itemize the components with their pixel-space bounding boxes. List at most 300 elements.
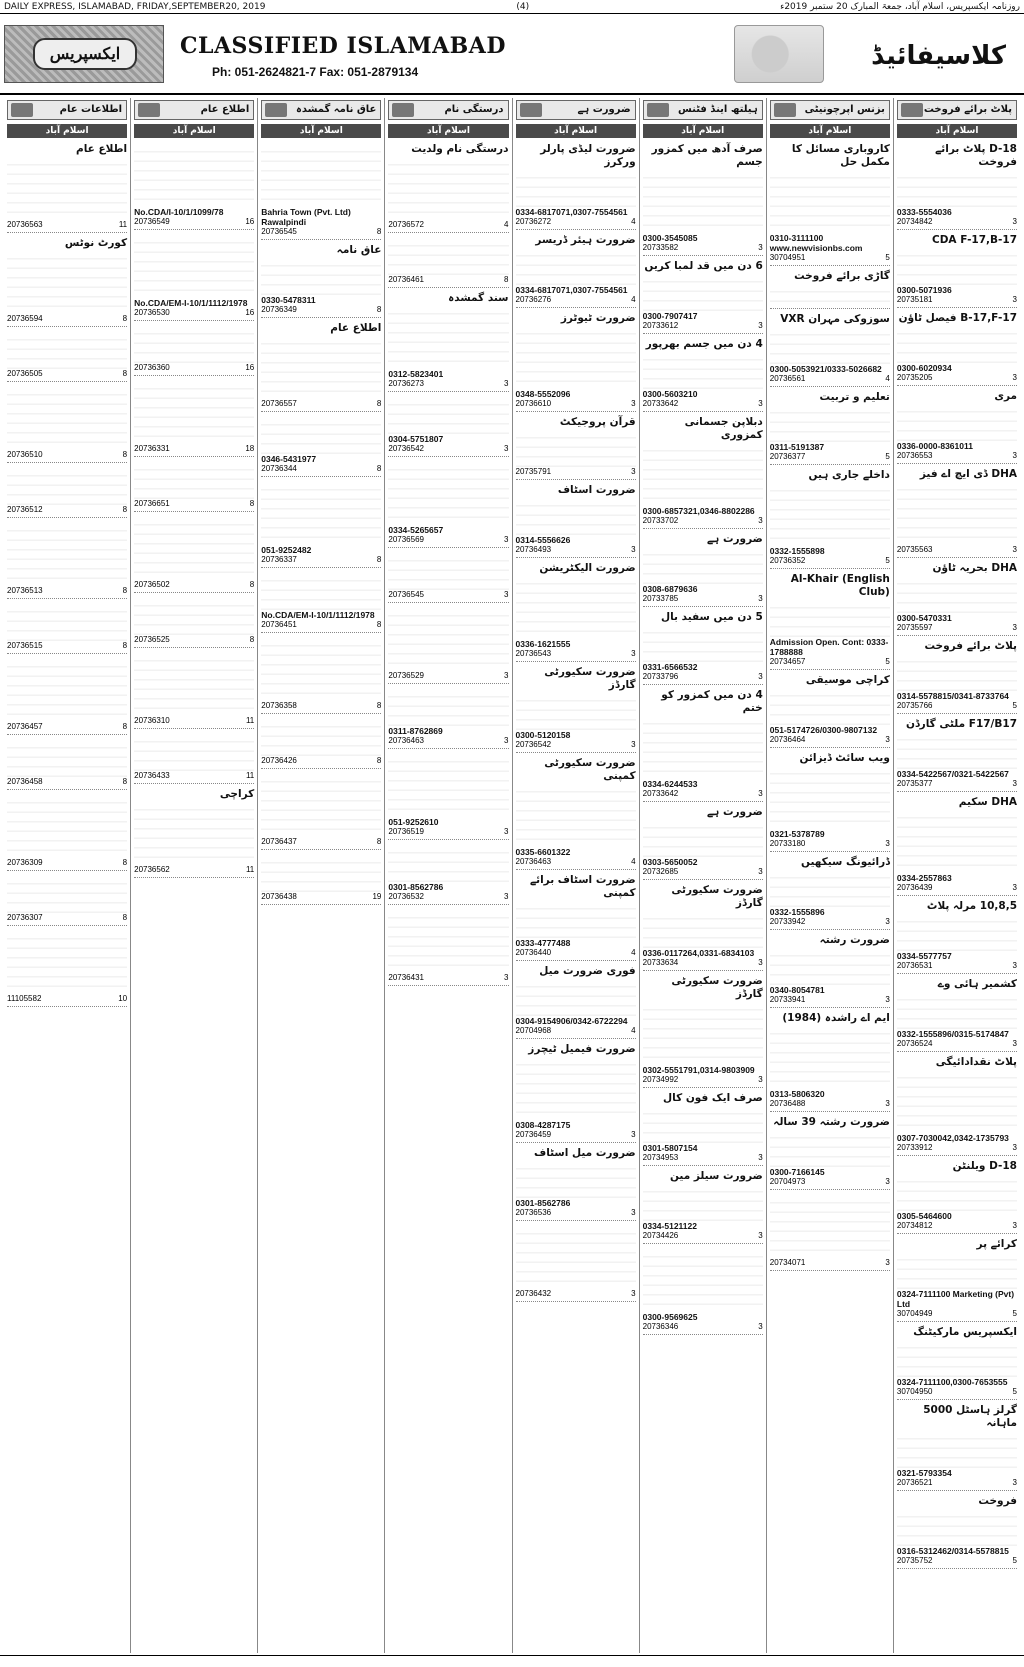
ad-title: 10,8,5 مرلہ پلاٹ xyxy=(926,900,1017,912)
ad-size-number: 3 xyxy=(631,545,636,554)
ad-body-text xyxy=(897,1069,1017,1133)
classified-ad xyxy=(516,963,636,1039)
ad-body-text xyxy=(897,653,1017,691)
ad-title: فروخت xyxy=(978,1495,1017,1507)
classified-ad xyxy=(516,755,636,870)
ad-code xyxy=(643,243,763,252)
ad-phone: 0311-8762869 xyxy=(388,726,443,736)
ad-body-text xyxy=(897,913,1017,951)
ad-reference-number: 20736524 xyxy=(896,1039,933,1048)
classified-ad xyxy=(7,329,127,382)
ad-size-number: 3 xyxy=(758,958,763,967)
ad-reference-number: 20736346 xyxy=(642,1322,679,1331)
ad-code xyxy=(134,865,254,874)
classified-ad xyxy=(388,459,508,548)
ad-phone: 0340-8054781 xyxy=(769,985,825,995)
classified-ad xyxy=(134,459,254,512)
ad-phone: 0335-6601322 xyxy=(515,847,571,857)
ad-code xyxy=(7,641,127,650)
ad-body-text xyxy=(388,305,508,369)
ad-body-text xyxy=(770,326,890,364)
ad-body-text xyxy=(261,718,381,756)
classified-ad xyxy=(897,1158,1017,1234)
classified-ad xyxy=(7,235,127,327)
ad-phone: 051-9252482 xyxy=(261,545,312,555)
ad-phone: 0300-6020934 xyxy=(896,363,952,373)
ad-size-number: 3 xyxy=(1012,373,1017,382)
ad-size-number: 3 xyxy=(504,973,509,982)
classified-ad xyxy=(261,771,381,850)
ad-phone: 0331-6566532 xyxy=(642,662,698,672)
ad-phone: 0304-9154906/0342-6722294 xyxy=(515,1016,628,1026)
ad-body-text xyxy=(643,351,763,389)
classified-ad xyxy=(261,635,381,714)
classified-ad xyxy=(134,650,254,729)
classified-ad xyxy=(261,852,381,905)
ad-size-number: 3 xyxy=(885,1099,890,1108)
ad-size-number: 3 xyxy=(631,740,636,749)
ad-code xyxy=(516,1026,636,1035)
ad-reference-number: 20736426 xyxy=(261,756,297,765)
column-header xyxy=(516,100,636,120)
ad-code xyxy=(134,444,254,453)
ad-reference-number: 30704949 xyxy=(896,1309,933,1318)
column-header xyxy=(261,100,381,120)
classified-ad xyxy=(388,141,508,233)
ad-phone: 0313-5806320 xyxy=(769,1089,825,1099)
ad-body-text xyxy=(770,1129,890,1167)
classified-ad xyxy=(643,609,763,685)
classified-ad xyxy=(516,414,636,480)
ad-size-number: 3 xyxy=(1012,1039,1017,1048)
ad-reference-number: 20736510 xyxy=(7,450,43,459)
classified-ad xyxy=(7,520,127,599)
ad-code xyxy=(388,590,508,599)
column-header xyxy=(770,100,890,120)
ad-code xyxy=(643,1075,763,1084)
classified-ad xyxy=(770,311,890,387)
classified-ad xyxy=(897,1402,1017,1491)
category-icon xyxy=(901,103,923,117)
ad-size-number: 3 xyxy=(885,839,890,848)
ad-title: فوری ضرورت میل xyxy=(539,965,636,977)
column-header-label: عاق نامہ گمشدہ xyxy=(295,104,377,115)
ad-size-number: 5 xyxy=(1012,1387,1017,1396)
ad-body-text xyxy=(388,753,508,817)
ad-code xyxy=(7,994,127,1003)
classified-ad xyxy=(770,1114,890,1190)
ad-reference-number: 20736432 xyxy=(515,1289,552,1298)
ad-code xyxy=(770,839,890,848)
classified-ad xyxy=(134,786,254,878)
ad-phone: 0316-5312462/0314-5578815 xyxy=(896,1546,1009,1556)
ad-phone: 0300-3545085 xyxy=(642,233,698,243)
ad-phone: 051-5174726/0300-9807132 xyxy=(769,725,878,735)
ad-code xyxy=(388,827,508,836)
classified-ad xyxy=(643,882,763,971)
classified-ad xyxy=(7,141,127,233)
ad-title: ضرورت ہے xyxy=(706,806,763,818)
ad-reference-number: 20734992 xyxy=(642,1075,679,1084)
ad-body-text xyxy=(7,331,127,369)
ad-reference-number: 20733941 xyxy=(769,995,806,1004)
ad-title: کرائے پر xyxy=(976,1238,1017,1250)
ad-code xyxy=(516,1289,636,1298)
classified-ad xyxy=(770,389,890,465)
classified-ad xyxy=(134,595,254,648)
ad-title: قرآن پروجیکٹ xyxy=(559,416,636,428)
ad-reference-number: 20735377 xyxy=(896,779,933,788)
ad-reference-number: 20733642 xyxy=(642,399,679,408)
ad-code xyxy=(134,363,254,372)
ad-size-number: 5 xyxy=(885,452,890,461)
ad-code xyxy=(134,217,254,226)
classified-ad xyxy=(7,873,127,926)
ad-body-text xyxy=(516,169,636,207)
ad-size-number: 5 xyxy=(1012,1556,1017,1565)
ad-body-text xyxy=(897,1508,1017,1546)
classified-ad xyxy=(643,336,763,412)
ad-code xyxy=(643,1231,763,1240)
classified-ad xyxy=(897,232,1017,308)
column-header-label: ہیلتھ اینڈ فٹنس xyxy=(677,104,758,115)
category-icon xyxy=(138,103,160,117)
ad-reference-number: 20736493 xyxy=(515,545,552,554)
ad-code xyxy=(7,450,127,459)
ad-body-text xyxy=(261,773,381,837)
ad-size-number: 3 xyxy=(758,867,763,876)
ad-code xyxy=(516,467,636,476)
column-header-label: اطلاع عام xyxy=(200,104,250,115)
ad-body-text xyxy=(897,1339,1017,1377)
ad-code xyxy=(643,1153,763,1162)
ad-size-number: 3 xyxy=(758,1231,763,1240)
ad-reference-number: 20734071 xyxy=(769,1258,806,1267)
ad-reference-number: 20733582 xyxy=(642,243,679,252)
ad-body-text xyxy=(897,575,1017,613)
ad-body-text xyxy=(388,607,508,671)
ad-title: ضرورت سکیورٹی گارڈز xyxy=(544,666,636,691)
ad-size-number: 5 xyxy=(885,657,890,666)
ad-phone: 0301-8562786 xyxy=(515,1198,571,1208)
ad-size-number: 8 xyxy=(249,635,255,644)
category-icon xyxy=(774,103,796,117)
ad-title: گاڑی برائے فروخت xyxy=(794,270,890,282)
ad-phone: 0324-7111100 Marketing (Pvt) Ltd xyxy=(896,1289,1015,1309)
ad-reference-number: 20736515 xyxy=(7,641,43,650)
ad-reference-number: 20704968 xyxy=(515,1026,552,1035)
classified-ad xyxy=(261,320,381,412)
ad-reference-number: 20733612 xyxy=(642,321,679,330)
ad-title: ضرورت سیلز مین xyxy=(669,1170,763,1182)
ad-size-number: 19 xyxy=(372,892,382,901)
ad-code xyxy=(261,555,381,564)
ad-body-text xyxy=(516,783,636,847)
ad-body-text xyxy=(388,461,508,525)
classified-ad xyxy=(7,737,127,790)
ad-size-number: 3 xyxy=(631,1208,636,1217)
ad-size-number: 3 xyxy=(758,1322,763,1331)
classified-ad xyxy=(7,384,127,463)
ad-code xyxy=(516,1130,636,1139)
ad-reference-number: 20732685 xyxy=(642,867,679,876)
ad-code xyxy=(388,444,508,453)
classified-ad xyxy=(897,1054,1017,1156)
ad-size-number: 8 xyxy=(122,369,128,378)
ad-body-text xyxy=(770,765,890,829)
ad-title: DHA ڈی ایچ اے فیز xyxy=(919,468,1017,480)
ad-title: DHA بحریہ ٹاؤن xyxy=(932,562,1017,574)
classified-ad xyxy=(643,531,763,607)
ad-code xyxy=(643,867,763,876)
ad-code xyxy=(643,516,763,525)
ad-reference-number: 20736531 xyxy=(896,961,933,970)
ad-title: پلاٹ نقدادائیگی xyxy=(935,1056,1017,1068)
ad-code xyxy=(388,973,508,982)
classified-ad xyxy=(897,638,1017,714)
classified-ad xyxy=(261,242,381,318)
ad-body-text xyxy=(897,991,1017,1029)
ad-size-number: 8 xyxy=(122,913,128,922)
ad-body-text xyxy=(516,1056,636,1120)
ad-title: 4 دن میں جسم بھرپور xyxy=(645,338,763,350)
column-header xyxy=(388,100,508,120)
ad-reference-number: 20734953 xyxy=(642,1153,679,1162)
ad-title: B-17,F-17 فیصل ٹاؤن xyxy=(898,312,1017,324)
page-header xyxy=(0,0,1024,14)
ad-code xyxy=(134,771,254,780)
ad-reference-number: 20736563 xyxy=(7,220,43,229)
classified-column xyxy=(130,98,257,1653)
ad-code xyxy=(261,837,381,846)
ad-size-number: 8 xyxy=(122,450,128,459)
ad-phone: 0334-6244533 xyxy=(642,779,698,789)
ad-code xyxy=(897,1478,1017,1487)
ad-phone: 0334-5577757 xyxy=(896,951,952,961)
ad-code xyxy=(770,253,890,262)
ad-reference-number: 20736377 xyxy=(769,452,806,461)
ad-code xyxy=(388,379,508,388)
ad-size-number: 8 xyxy=(376,227,382,236)
ad-reference-number: 20736360 xyxy=(134,363,170,372)
ad-title: ضرورت فیمیل ٹیچرز xyxy=(528,1043,636,1055)
ad-reference-number: 20736513 xyxy=(7,586,43,595)
ad-code xyxy=(7,314,127,323)
ad-code xyxy=(770,735,890,744)
classified-ad xyxy=(770,672,890,748)
ad-code xyxy=(897,217,1017,226)
ad-title: گرلز ہاسٹل 5000 ماہانہ xyxy=(923,1404,1017,1429)
column-header xyxy=(643,100,763,120)
ad-reference-number: 20736272 xyxy=(515,217,552,226)
ad-title: 5 دن میں سفید بال xyxy=(660,611,763,623)
ad-code xyxy=(388,220,508,229)
ad-phone: 0314-5556626 xyxy=(515,535,571,545)
ad-size-number: 3 xyxy=(1012,1478,1017,1487)
classified-ad xyxy=(516,1223,636,1302)
ad-body-text xyxy=(770,482,890,546)
ad-body-text xyxy=(643,819,763,857)
ad-body-text xyxy=(643,910,763,948)
ad-code xyxy=(643,958,763,967)
ad-code xyxy=(134,499,254,508)
ad-code xyxy=(643,789,763,798)
ad-size-number: 3 xyxy=(631,649,636,658)
ad-reference-number: 20736344 xyxy=(261,464,297,473)
ad-reference-number: 20736545 xyxy=(261,227,297,236)
ad-phone: 0336-0117264,0331-6834103 xyxy=(642,948,755,958)
ad-body-text xyxy=(516,978,636,1016)
column-header-label: پلاٹ برائے فروخت xyxy=(923,104,1012,115)
ad-code xyxy=(261,756,381,765)
ad-size-number: 3 xyxy=(1012,451,1017,460)
classified-ad xyxy=(643,1246,763,1335)
ad-phone: 0308-6879636 xyxy=(642,584,698,594)
city-band: اسلام آباد xyxy=(261,124,381,138)
ad-code xyxy=(643,594,763,603)
classified-column xyxy=(512,98,639,1653)
ad-size-number: 3 xyxy=(758,516,763,525)
ad-title: کراچی موسیقی xyxy=(805,674,890,686)
ad-reference-number: 20736488 xyxy=(769,1099,806,1108)
ad-reference-number: 20736549 xyxy=(134,217,170,226)
ad-reference-number: 20733785 xyxy=(642,594,679,603)
classified-columns xyxy=(4,98,1020,1653)
ad-body-text xyxy=(388,156,508,220)
classified-ad xyxy=(388,290,508,392)
ad-body-text xyxy=(261,481,381,545)
ad-body-text xyxy=(516,575,636,639)
ad-title: ضرورت اسٹاف برائے کمپنی xyxy=(529,874,636,899)
ad-reference-number: 20736358 xyxy=(261,701,297,710)
urdu-title: کلاسیفائیڈ xyxy=(871,41,1006,71)
ad-reference-number: 20736542 xyxy=(388,444,424,453)
ad-phone: 0300-5470331 xyxy=(896,613,952,623)
ad-size-number: 8 xyxy=(376,555,382,564)
category-icon xyxy=(392,103,414,117)
classified-ad xyxy=(388,686,508,749)
ad-code xyxy=(897,1309,1017,1318)
classified-ad xyxy=(134,323,254,376)
classified-ad xyxy=(897,976,1017,1052)
classified-ad xyxy=(897,716,1017,792)
classified-ad xyxy=(516,1145,636,1221)
ad-body-text xyxy=(134,733,254,771)
ad-reference-number: 20733180 xyxy=(769,839,806,848)
ad-size-number: 8 xyxy=(122,858,128,867)
ad-reference-number: 20733702 xyxy=(642,516,679,525)
ad-code xyxy=(770,374,890,383)
ad-reference-number: 20736505 xyxy=(7,369,43,378)
column-header-label: ضرورت ہے xyxy=(577,104,631,115)
classified-column xyxy=(257,98,384,1653)
ad-phone: 0300-5120158 xyxy=(515,730,571,740)
ad-title: ضرورت لیڈی پارلر ورکرز xyxy=(540,143,636,168)
ad-reference-number: 20735181 xyxy=(896,295,933,304)
ad-phone: 051-9252610 xyxy=(388,817,439,827)
ad-body-text xyxy=(516,692,636,730)
ad-code xyxy=(516,948,636,957)
ad-title: ویب سائٹ ڈیزائن xyxy=(799,752,890,764)
ad-title: ضرورت میل اسٹاف xyxy=(534,1147,636,1159)
classified-ad xyxy=(643,141,763,256)
ad-phone: 0334-6817071,0307-7554561 xyxy=(515,285,628,295)
ad-code xyxy=(516,295,636,304)
ad-phone: 0305-5464600 xyxy=(896,1211,952,1221)
ad-phone: 0314-5578815/0341-8733764 xyxy=(896,691,1009,701)
ad-reference-number: 20736273 xyxy=(388,379,424,388)
ad-body-text xyxy=(770,1025,890,1089)
ad-body-text xyxy=(7,875,127,913)
ad-body-text xyxy=(643,273,763,311)
ad-size-number: 3 xyxy=(504,535,509,544)
classified-ad xyxy=(770,750,890,852)
ad-reference-number: 20736545 xyxy=(388,590,424,599)
classified-ad xyxy=(643,258,763,334)
city-band: اسلام آباد xyxy=(388,124,508,138)
ad-phone: 0332-1555896/0315-5174847 xyxy=(896,1029,1009,1039)
classified-ad xyxy=(516,141,636,230)
ad-code xyxy=(134,716,254,725)
ad-body-text xyxy=(897,1173,1017,1211)
ad-code xyxy=(770,917,890,926)
category-icon xyxy=(647,103,669,117)
city-band: اسلام آباد xyxy=(134,124,254,138)
ad-reference-number: 20735766 xyxy=(896,701,933,710)
ad-size-number: 3 xyxy=(1012,883,1017,892)
ad-size-number: 3 xyxy=(1012,217,1017,226)
ad-size-number: 3 xyxy=(1012,545,1017,554)
ad-body-text xyxy=(134,325,254,363)
ad-title: کراچی xyxy=(219,788,255,800)
ad-size-number: 16 xyxy=(245,308,255,317)
ad-body-text xyxy=(643,1248,763,1312)
city-band: اسلام آباد xyxy=(7,124,127,138)
ad-phone: 0300-5603210 xyxy=(642,389,698,399)
column-header xyxy=(897,100,1017,120)
ad-phone: 0324-7111100,0300-7653555 xyxy=(896,1377,1008,1387)
ad-size-number: 11 xyxy=(245,716,255,725)
ad-size-number: 3 xyxy=(1012,1143,1017,1152)
ad-body-text xyxy=(7,930,127,994)
ad-reference-number: 20736310 xyxy=(134,716,170,725)
ad-size-number: 8 xyxy=(122,722,128,731)
ad-title: ایم اے راشدہ (1984) xyxy=(782,1012,890,1024)
ad-size-number: 8 xyxy=(376,756,382,765)
classified-ad xyxy=(261,414,381,477)
ad-code xyxy=(7,858,127,867)
ad-phone: 0333-5554036 xyxy=(896,207,952,217)
ad-reference-number: 20736553 xyxy=(896,451,933,460)
ad-phone: 0300-5053921/0333-5026682 xyxy=(769,364,882,374)
classified-ad xyxy=(7,601,127,654)
classified-ad xyxy=(897,1324,1017,1400)
ad-reference-number: 20736651 xyxy=(134,499,170,508)
ad-code xyxy=(897,701,1017,710)
ad-body-text xyxy=(643,624,763,662)
column-header-label: بزنس اپرچونیٹی xyxy=(804,104,885,115)
ad-body-text xyxy=(516,247,636,285)
ad-reference-number: 20733912 xyxy=(896,1143,933,1152)
ad-reference-number: 20736276 xyxy=(515,295,552,304)
ad-size-number: 18 xyxy=(245,444,255,453)
ad-title: ضرورت الیکٹریشن xyxy=(539,562,636,574)
ad-reference-number: 20734812 xyxy=(896,1221,933,1230)
ad-size-number: 8 xyxy=(249,499,255,508)
classified-ad xyxy=(261,479,381,568)
ad-size-number: 3 xyxy=(1012,961,1017,970)
ad-title: داخلے جاری ہیں xyxy=(808,469,890,481)
